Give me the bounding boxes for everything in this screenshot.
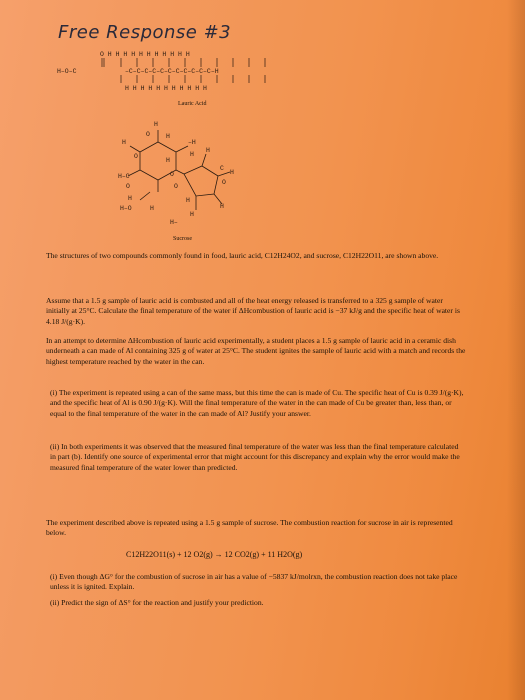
svg-text:O: O (170, 171, 174, 178)
svg-text:–C–C–C–C–C–C–C–C–C–C–C–H: –C–C–C–C–C–C–C–C–C–C–C–H (125, 68, 219, 75)
svg-text:O: O (134, 153, 138, 160)
svg-text:H: H (150, 205, 154, 212)
svg-text:O: O (126, 183, 130, 190)
combustion-equation: C12H22O11(s) + 12 O2(g) → 12 CO2(g) + 11 H2O(g) (126, 550, 303, 559)
page-fold-shadow (507, 0, 525, 700)
part-a-paragraph: Assume that a 1.5 g sample of lauric acid is combusted and all of the heat energy released is transferred to a 325 g sample of water initially at 25°C. Calculate the final temperature of the water if ΔHcombustion of lauric acid is −37 kJ/g and the specific heat of water is 4.18 J/(g·K). (46, 296, 460, 326)
intro-paragraph: The structures of two compounds commonly found in food, lauric acid, C12H24O2, and sucrose, C12H22O11, are shown above. (46, 251, 439, 260)
svg-text:O: O (146, 131, 150, 138)
svg-text:H–O: H–O (120, 205, 132, 212)
svg-text:H H H H H H H H H H H: H H H H H H H H H H H (125, 85, 207, 92)
lauric-acid-structure (55, 46, 305, 98)
part-b-paragraph: In an attempt to determine ΔHcombustion of lauric acid experimentally, a student places a 1.5 g sample of lauric acid in a ceramic dish underneath a can made of Al containing 325 g of water at 25°C. The student ignites the sample of lauric acid with a match and records the highest temperature reached by the water in the can. (46, 336, 466, 366)
svg-text:H: H (190, 151, 194, 158)
sucrose-structure (110, 112, 260, 230)
svg-text:H: H (220, 203, 224, 210)
sucrose-caption: Sucrose (173, 236, 192, 242)
svg-text:H–: H– (170, 219, 178, 226)
svg-text:–H: –H (188, 139, 196, 146)
svg-text:H: H (230, 169, 234, 176)
page-title: Free Response #3 (58, 22, 232, 43)
svg-text:O: O (174, 183, 178, 190)
svg-text:H–C: H–C (118, 173, 130, 180)
part-c-question-i: (i) Even though ΔG° for the combustion of sucrose in air has a value of −5837 kJ/molrxn, the combustion reaction does not take place unless it is ignited. Explain. (50, 572, 458, 592)
part-b-question-i: (i) The experiment is repeated using a can of the same mass, but this time the can is made of Cu. The specific heat of Cu is 0.39 J/(g·K), and the specific heat of Al is 0.90 J/(g·K). Will the final temperature of the water in the can made of Cu be greater than, less than, or equal to the final temperature of the water in the can made of Al? Justify your answer. (50, 388, 464, 418)
svg-text:C: C (220, 165, 224, 172)
svg-text:O H H H H H H H H H H H: O H H H H H H H H H H H (100, 51, 190, 58)
svg-text:H: H (128, 195, 132, 202)
svg-text:H: H (186, 197, 190, 204)
svg-text:H: H (166, 133, 170, 140)
svg-text:H: H (206, 147, 210, 154)
svg-text:H: H (190, 211, 194, 218)
part-c-question-ii: (ii) Predict the sign of ΔS° for the reaction and justify your prediction. (50, 598, 264, 607)
part-b-question-ii: (ii) In both experiments it was observed that the measured final temperature of the water was less than the final temperature calculated in part (b). Identify one source of experimental error that might account for this discrepancy and explain why the error would make the measured final temperature of the water lower than predicted. (50, 442, 460, 472)
svg-text:H: H (154, 121, 158, 128)
svg-text:O: O (222, 179, 226, 186)
svg-text:H–O–C: H–O–C (57, 68, 77, 75)
part-c-paragraph: The experiment described above is repeated using a 1.5 g sample of sucrose. The combustion reaction for sucrose in air is represented below. (46, 518, 453, 538)
svg-text:H: H (122, 139, 126, 146)
lauric-acid-caption: Lauric Acid (178, 101, 207, 107)
svg-text:H: H (166, 157, 170, 164)
